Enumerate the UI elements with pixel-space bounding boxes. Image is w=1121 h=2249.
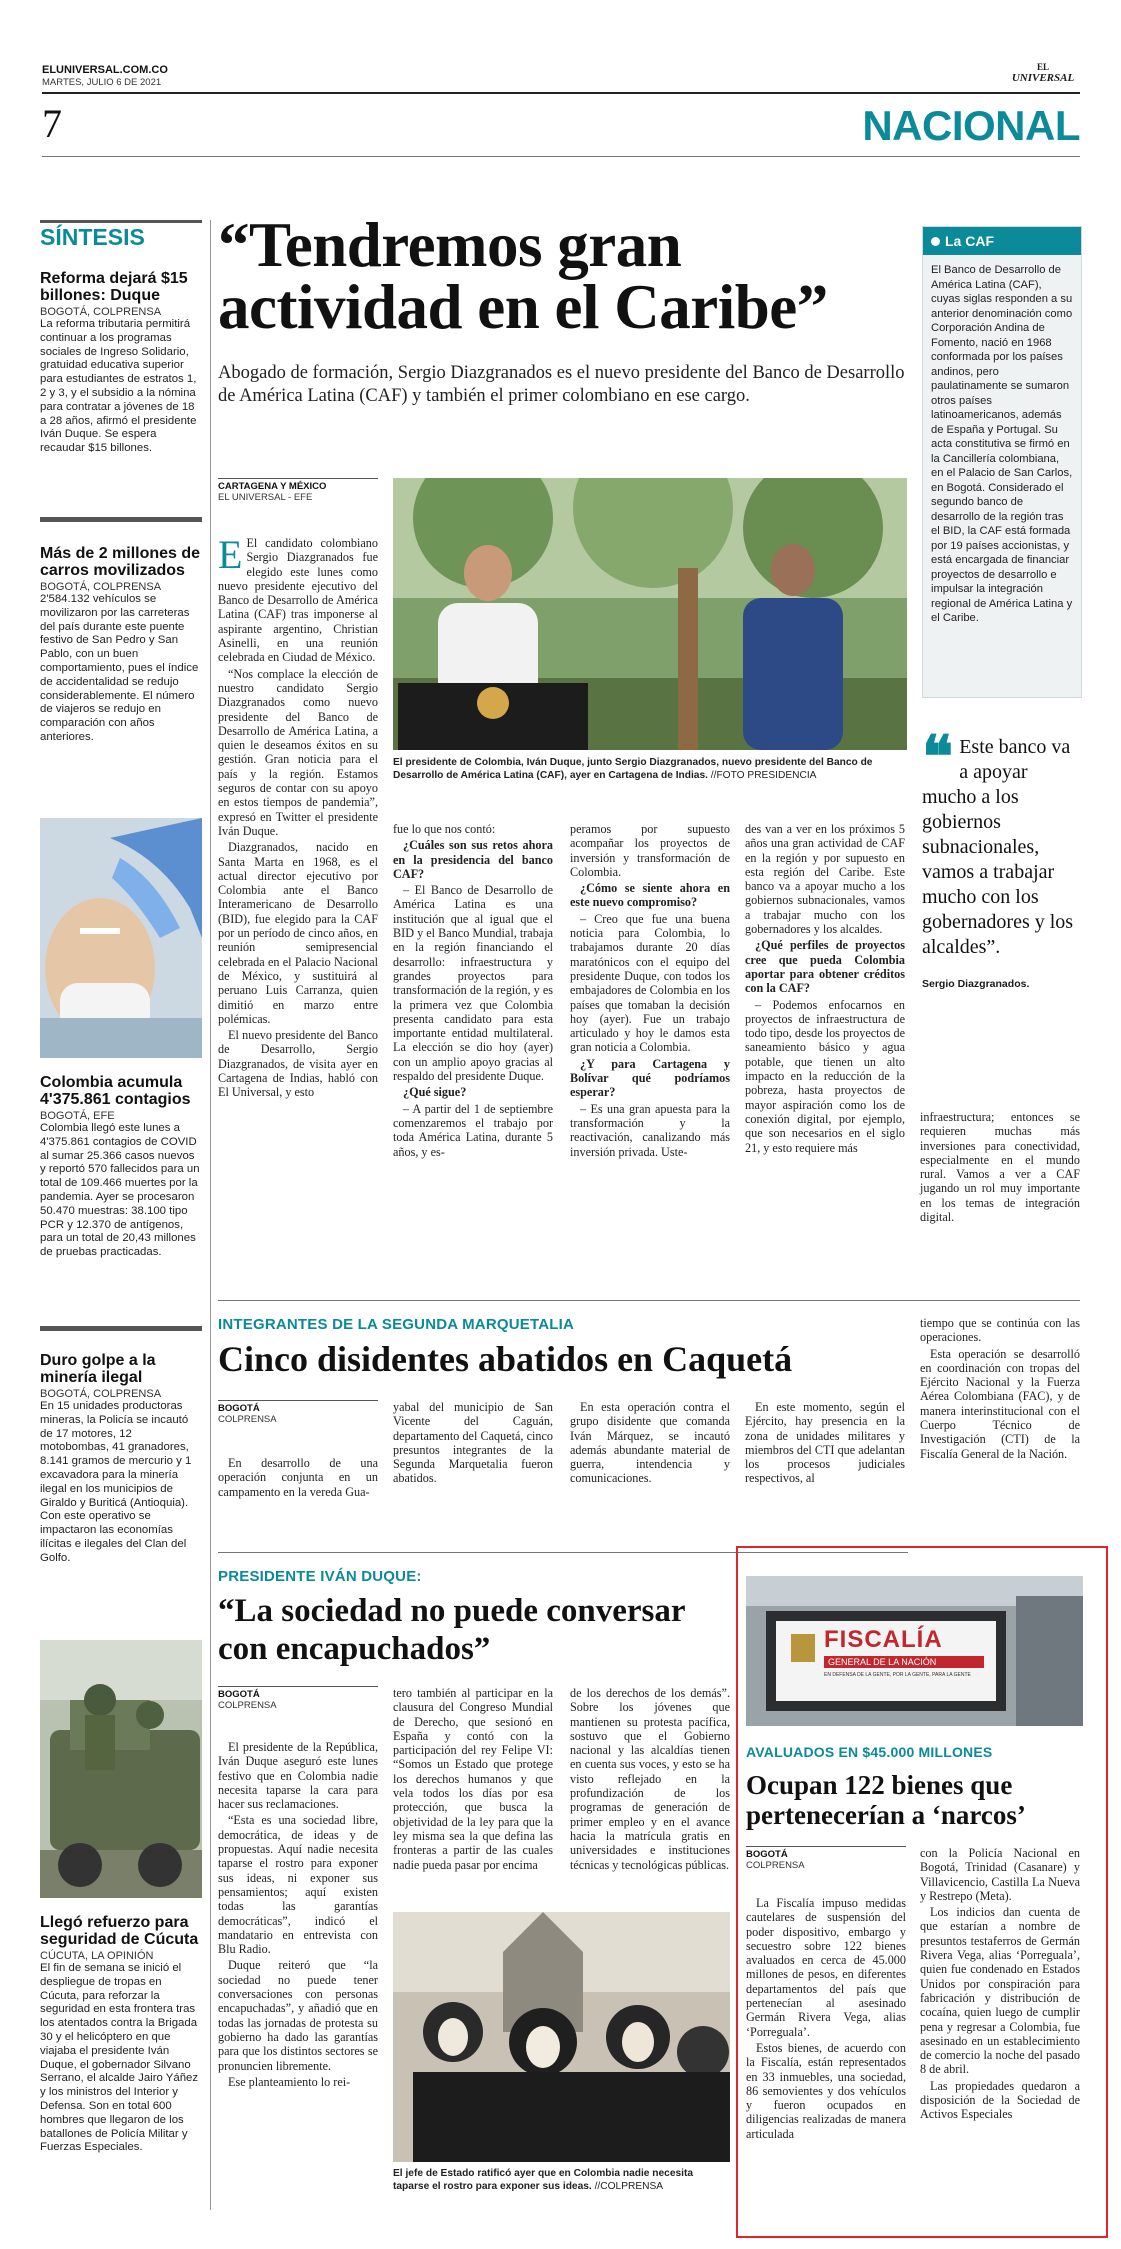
sintesis-item-5: Llegó refuerzo para seguridad de Cúcuta CÚCUTA, LA OPINIÓN El fin de semana se inició el despliegue de tropas en Cúcuta, para reforzar la seguridad en esta frontera tras los atentados contra la Brigada 30 y el helicóptero en que viajaba el presidente Iván Duque, el gobernador Silvano Serrano, el alcalde Jairo Yáñez y los ministros del Interior y Defensa. Son en total 600 hombres que llegaron de los batallones de Policía Militar y Fuerzas Especiales. xyxy=(40,1914,199,2154)
bullet-icon xyxy=(931,237,940,246)
main-photo-caption: El presidente de Colombia, Iván Duque, junto Sergio Diazgranados, nuevo presidente del Banco de Desarrollo de América Latina (CAF), ayer en Cartagena de Indias. //FOTO PRESIDENCIA xyxy=(393,757,873,781)
sintesis-divider xyxy=(40,1326,202,1331)
story2-kicker: INTEGRANTES DE LA SEGUNDA MARQUETALIA xyxy=(218,1316,575,1333)
story4-headline: Ocupan 122 bienes que pertenecerían a ‘narcos’ xyxy=(746,1770,1026,1830)
sintesis-item-1: Reforma dejará $15 billones: Duque BOGOTÁ, COLPRENSA La reforma tributaria permitirá continuar a los programas sociales de Ingreso Solidario, gratuidad educativa superior para estudiantes de estratos 1, 2 y 3, y el subsidio a la nómina para contratar a jóvenes de 18 a 28 años, afirmó el presidente Iván Duque. Se espera recaudar $15 billones. xyxy=(40,270,197,455)
story4-col-1: La Fiscalía impuso medidas cautelares de suspensión del poder dispositivo, embargo y secuestro sobre 122 bienes avaluados en cerca de 45.000 millones de pesos, en diferentes departamentos del país que pertenecían al asesinado Germán Rivera Vega, alias ‘Porreguala’. Estos bienes, de acuerdo con la Fiscalía, están representados en 33 inmuebles, una sociedad, 86 semovientes y dos vehículos y fueron ocupados en diligencias realizadas de manera articulada xyxy=(746,1896,906,2141)
story3-kicker: PRESIDENTE IVÁN DUQUE: xyxy=(218,1568,422,1585)
sign-main: FISCALÍA xyxy=(824,1626,943,1653)
main-col-3: peramos por supuesto acompañar los proyectos de inversión y transformación de Colombia. ¿Cómo se siente ahora en este nuevo compromiso? – Creo que fue una buena noticia para Colombia, lo trabajamos durante 20 días maratónicos con el equipo del presidente Duque, con todos los embajadores de Colombia en los países que tomaban la decisión hoy (ayer). Fue un trabajo articulado y hoy le damos esta gran noticia a Colombia. ¿Y para Cartagena y Bolívar qué podríamos esperar? – Es una gran apuesta para la transformación y la reactivación, canalizando más inversión privada. Uste- xyxy=(570,822,730,1159)
photo-hooded-protesters xyxy=(393,1912,730,2162)
sintesis-item-3: Colombia acumula 4'375.861 contagios BOGOTÁ, EFE Colombia llegó este lunes a 4'375.861 contagios de COVID al sumar 25.366 casos nuevos y reportó 570 fallecidos para un total de 109.466 muertes por la pandemia. Ayer se procesaron 50.470 muestras: 38.100 tipo PCR y 12.370 de antígenos, para un total de 20,43 millones de pruebas practicadas. xyxy=(40,1074,200,1259)
photo-fiscalia-sign xyxy=(746,1576,1083,1726)
main-deck: Abogado de formación, Sergio Diazgranados es el nuevo presidente del Banco de Desarrollo de América Latina (CAF) y también el primer colombiano en ese cargo. xyxy=(218,363,905,406)
main-col-2: fue lo que nos contó: ¿Cuáles son sus retos ahora en la presidencia del banco CAF? – El Banco de Desarrollo de América Latina es una institución que al igual que el BID y el Banco Mundial, trabaja en la región financiando el desarrollo: infraestructura y grandes proyectos para transformación de la región, y es la primera vez que Colombia presenta candidato para esta importante entidad multilateral. La elección se dio hoy (ayer) con un amplio apoyo gracias al respaldo del presidente Duque. ¿Qué sigue? – A partir del 1 de septiembre comenzaremos el trabajo por toda América Latina, durante 5 años, y es- xyxy=(393,822,553,1159)
story2-col-2: yabal del municipio de San Vicente del Caguán, departamento del Caquetá, cinco presuntos integrantes de la Segunda Marquetalia fueron abatidos. xyxy=(393,1400,553,1486)
story4-kicker: AVALUADOS EN $45.000 MILLONES xyxy=(746,1744,993,1760)
story3-col-3: de los derechos de los demás”. Sobre los jóvenes que mantienen su protesta pacífica, sostuvo que el Gobierno nacional y las alcaldías tienen en cuenta sus voces, y esto se ha visto reflejado en la profundización de los programas de generación de primer empleo y en el avance hacia la matrícula gratis en universidades e instituciones técnicas y tecnológicas públicas. xyxy=(570,1686,730,1872)
story3-byline: BOGOTÁ COLPRENSA xyxy=(218,1686,378,1711)
story2-col-1: En desarrollo de una operación conjunta en un campamento en la vereda Gua- xyxy=(218,1456,378,1499)
main-col-1: E El candidato colombiano Sergio Diazgranados fue elegido este lunes como nuevo presidente ejecutivo del Banco de Desarrollo de América Latina (CAF) tras imponerse al aspirante argentino, Christian Asinelli, en una reunión celebrada en Ciudad de México. “Nos complace la elección de nuestro candidato Sergio Diazgranados como nuevo presidente del Banco de Desarrollo de América Latina, a quien le deseamos éxitos en su gestión. Gran noticia para el país y la región. Estamos seguros de contar con su apoyo en estos tiempos de pandemia”, expresó en Twitter el presidente Iván Duque. Diazgranados, nacido en Santa Marta en 1968, es el actual director ejecutivo por Colombia ante el Banco Interamericano de Desarrollo (BID), fue elegido para la CAF por un período de cinco años, en reunión semipresencial celebrada en el Palacio Nacional de México, y sustituirá al peruano Luis Carranza, quien dimitió en marzo entre polémicas. El nuevo presidente del Banco de Desarrollo, Sergio Diazgranados, de visita ayer en Cartagena de Indias, habló con El Universal, y esto xyxy=(218,532,378,1100)
story3-headline: “La sociedad no puede conversar con encapuchados” xyxy=(218,1593,685,1667)
masthead-logo: EL UNIVERSAL xyxy=(1011,62,1075,84)
page-number: 7 xyxy=(42,101,62,146)
caf-box-header: La CAF xyxy=(923,227,1081,255)
story2-headline: Cinco disidentes abatidos en Caquetá xyxy=(218,1339,793,1379)
sign-tag: EN DEFENSA DE LA GENTE, POR LA GENTE, PARA LA GENTE xyxy=(824,1672,971,1678)
story3-col-2: tero también al participar en la clausura del Congreso Mundial de Derecho, que sesionó en España y contó con la participación del rey Felipe VI: “Somos un Estado que protege los derechos humanos y que vela todos los días por esa protección, que busca la objetividad de la ley para que la ley misma sea la que defina las fronteras a partir de las cuales nadie pueda pasar por encima xyxy=(393,1686,553,1872)
section-title: NACIONAL xyxy=(862,102,1080,149)
story2-col-4: En este momento, según el Ejército, hay presencia en la zona de unidades militares y miembros del CTI que adelantan los procesos judiciales respectivos, al xyxy=(745,1400,905,1486)
story2-col-3: En esta operación contra el grupo disidente que comanda Iván Márquez, se incautó además abundante material de guerra, intendencia y comunicaciones. xyxy=(570,1400,730,1486)
sintesis-divider xyxy=(40,517,202,522)
pull-quote: ❝ Este banco va a apoyar mucho a los gobiernos subnacionales, vamos a trabajar mucho con los gobernadores y los alcaldes”. Sergio Diazgranados. xyxy=(922,725,1074,990)
caf-info-box: La CAF El Banco de Desarrollo de América Latina (CAF), cuyas siglas responden a su anterior denominación como Corporación Andina de Fomento, nació en 1968 conformada por los países andinos, pero paulatinamente se sumaron otros países latinoamericanos, además de España y Portugal. Su acta constitutiva se firmó en la Cancillería colombiana, en el Palacio de San Carlos, en Bogotá. Considerado el segundo banco de desarrollo de la región tras el BID, la CAF está formada por 19 países accionistas, y está encargada de financiar proyectos de desarrollo e impulsar la integración regional de América Latina y el Caribe. xyxy=(922,226,1082,698)
site-url[interactable]: ELUNIVERSAL.COM.CO xyxy=(42,64,168,76)
main-col-5: infraestructura; entonces se requieren muchas más inversiones para conectividad, especialmente en el mundo rural. Vamos a ver a CAF jugando un rol muy importante en los temas de integración digital. xyxy=(920,1110,1080,1225)
sintesis-item-4: Duro golpe a la minería ilegal BOGOTÁ, COLPRENSA En 15 unidades productoras mineras, la Policía se incautó de 17 motores, 12 motobombas, 41 granadores, 8.141 gramos de mercurio y 1 excavadora para la minería ilegal en los municipios de Giraldo y Buriticá (Antioquia). Con este operativo se impactaron las economías ilícitas e ilegales del Clan del Golfo. xyxy=(40,1352,192,1564)
photo-duque-diazgranados xyxy=(393,478,907,750)
story2-col-5: tiempo que se continúa con las operaciones. Esta operación se desarrolló en coordinación con tropas del Ejército Nacional y la Fuerza Aérea Colombiana (FAC), y de manera interinstitucional con el Cuerpo Técnico de Investigación (CTI) de la Fiscalía General de la Nación. xyxy=(920,1316,1080,1461)
quote-mark-icon: ❝ xyxy=(922,725,954,790)
story4-col-2: con la Policía Nacional en Bogotá, Trinidad (Casanare) y Villavicencio, Castilla La Nueva y Restrepo (Meta). Los indicios dan cuenta de que estarían a nombre de presuntos testaferros de Germán Rivera Vega, alias ‘Porreguala’, quien fue condenado en Estados Unidos por conspiración para fabricación y distribución de cocaína, quien luego de cumplir pena y regresar a Colombia, fue asesinado en un establecimiento de comercio la noche del pasado 8 de abril. Las propiedades quedaron a disposición de la Sociedad de Activos Especiales xyxy=(920,1846,1080,2122)
main-col-4: des van a ver en los próximos 5 años una gran actividad de CAF en la región y por supuesto en esta región del Caribe. Este banco va a apoyar mucho a los gobiernos subnacionales, vamos a trabajar mucho con los gobernadores y los alcaldes. ¿Qué perfiles de proyectos cree que pueda Colombia aportar para obtener créditos con la CAF? – Podemos enfocarnos en proyectos de infraestructura de todo tipo, desde los proyectos de saneamiento básico y agua potable, que tienen un alto impacto en la reducción de la pobreza, hasta proyectos de mayor aspiración como los de conexión digital, por ejemplo, que son necesarios en el siglo 21, y esto requiere más xyxy=(745,822,905,1155)
sintesis-item-2: Más de 2 millones de carros movilizados BOGOTÁ, COLPRENSA 2'584.132 vehículos se movilizaron por las carreteras del país durante este puente festivo de San Pedro y San Pablo, con un buen comportamiento, pues el índice de accidentalidad se redujo considerablemente. El número de viajeros se redujo en comparación con años anteriores. xyxy=(40,545,201,743)
story2-byline: BOGOTÁ COLPRENSA xyxy=(218,1400,378,1425)
sintesis-rule xyxy=(40,220,202,223)
photo-covid-test xyxy=(40,818,202,1058)
story3-col-1: El presidente de la República, Iván Duque aseguró este lunes festivo que en Colombia nadie necesita taparse la cara para hacer sus reclamaciones. “Esta es una sociedad libre, democrática, de ideas y de propuestas. Aquí nadie necesita taparse el rostro para exponer sus ideas, ni exponer sus pensamientos; aquí existen todas las garantías democráticas”, indicó el mandatario en entrevista con Blu Radio. Duque reiteró que “la sociedad no puede tener conversaciones con personas encapuchadas”, y añadió que en todas las jornadas de protesta su gobierno ha dado las garantías para que los distintos sectores se pronuncien libremente. Ese planteamiento lo rei- xyxy=(218,1740,378,2089)
main-headline: “Tendremos gran actividad en el Caribe” xyxy=(218,210,828,342)
story3-photo-caption: El jefe de Estado ratificó ayer que en Colombia nadie necesita taparse el rostro para exponer sus ideas. //COLPRENSA xyxy=(393,2168,694,2192)
photo-troops-cucuta xyxy=(40,1640,202,1898)
drop-cap: E xyxy=(218,532,243,577)
header-rule xyxy=(42,92,1080,94)
main-byline: CARTAGENA Y MÉXICO EL UNIVERSAL - EFE xyxy=(218,478,378,503)
story2-top-rule xyxy=(218,1300,1080,1301)
sidebar-separator xyxy=(210,220,211,2210)
story4-byline: BOGOTÁ COLPRENSA xyxy=(746,1846,906,1871)
section-rule xyxy=(42,156,1080,157)
sintesis-title: SÍNTESIS xyxy=(40,224,145,250)
issue-date: MARTES, JULIO 6 DE 2021 xyxy=(42,77,162,88)
sign-sub: GENERAL DE LA NACIÓN xyxy=(824,1656,984,1668)
